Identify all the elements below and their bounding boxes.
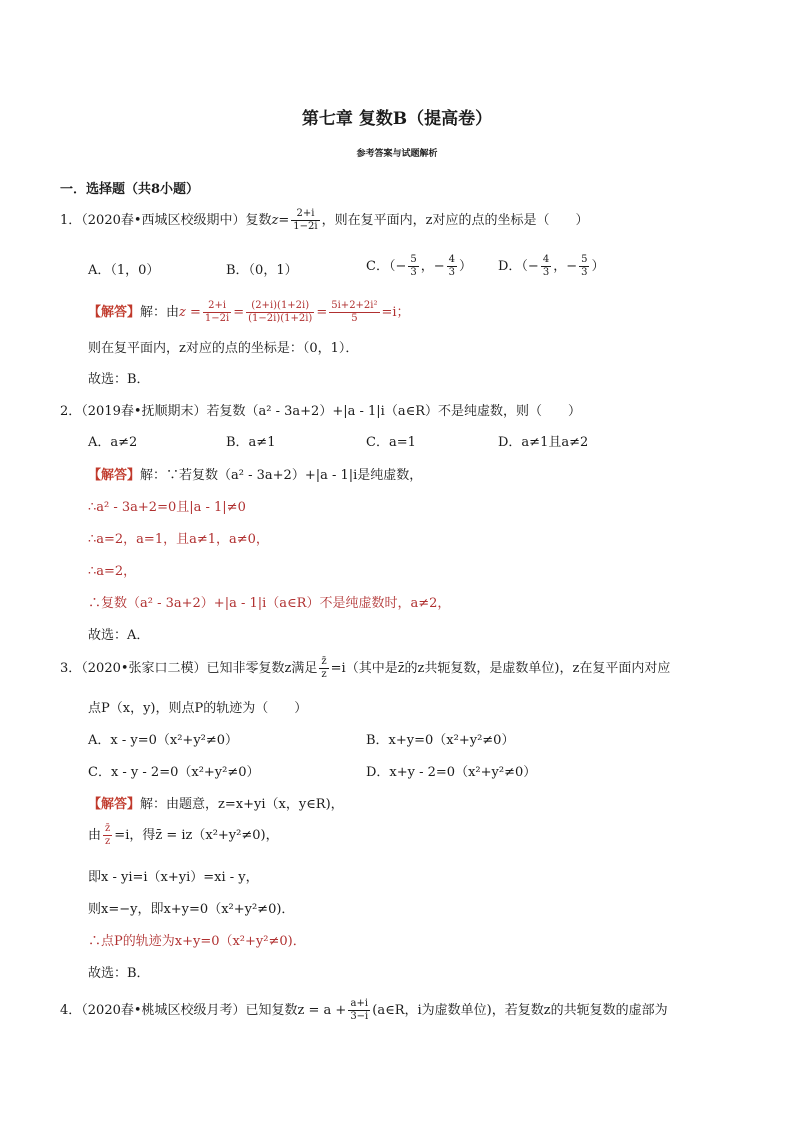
q1-stem-pre: 1．（2020春•西城区校级期中）复数 (60, 213, 272, 228)
q3-answer-line2 (88, 823, 279, 848)
q1-option-c (366, 254, 472, 279)
q1-answer-z: z = (179, 305, 201, 320)
q1-fraction (291, 208, 319, 233)
q1-c-f1d: 3 (410, 267, 417, 278)
q1-frac-den: 1−2i (293, 221, 318, 232)
q1-d-pre: D．（− (498, 259, 539, 274)
q1-eq: = (278, 213, 290, 228)
q1-answer-tag: 【解答】 (88, 305, 141, 320)
q2-choose: 故选：A． (88, 628, 150, 643)
q3-fraction (319, 656, 328, 681)
q1-answer: 【解答】解：由z = $\frac{2+i}{1-2i}$ = $\frac{(2+i)(1+2i)}{(1-2i)(1+2i)}$ = $\frac{\text{5i+2+2i²}}{5}$ =i； (88, 300, 410, 324)
q1-c-post: ） (459, 259, 473, 274)
q4-fraction (348, 998, 370, 1023)
q1-c-frac1 (408, 254, 418, 279)
q2-answer-line4: ∴a=2， (88, 564, 137, 579)
q4-stem-pre: 4．（2020春•桃城区校级月考）已知复数z = a + (60, 1003, 347, 1018)
q1-c-f2d: 3 (448, 267, 455, 278)
q2-answer (88, 464, 422, 483)
q1-stem (60, 208, 588, 233)
q2-option-a: A．a≠2 (88, 435, 138, 450)
q4-stem-post: (a∈R，i为虚数单位)，若复数z的共轭复数的虚部为 (372, 1003, 668, 1018)
q3-choose: 故选：B． (88, 966, 150, 981)
q1-var-z: z (271, 213, 279, 228)
q3-option-d: D．x+y - 2=0（x²+y²≠0） (366, 765, 537, 780)
q3-option-a: A．x - y=0（x²+y²≠0） (88, 733, 239, 748)
q2-answer-line2: ∴a² - 3a+2=0且|a - 1|≠0 (88, 500, 246, 515)
q1-choose: 故选：B． (88, 372, 150, 387)
q1-answer-line2: 则在复平面内，z对应的点的坐标是：（0，1）． (88, 341, 359, 356)
q3-ans2-fd: z (105, 836, 111, 847)
q1-ans-f2n: (2+i)(1+2i) (246, 300, 314, 313)
q3-frac-den: z (321, 669, 327, 680)
q1-d-mid: ，− (553, 259, 578, 274)
q3-ans2-pre: 由 (88, 828, 102, 843)
q2-answer-line1: 解：∵若复数（a² - 3a+2）+|a - 1|i是纯虚数， (140, 468, 423, 483)
q4-frac-den: 3−i (350, 1011, 369, 1022)
q3-answer (88, 793, 344, 812)
q3-ans2-post: =i，得z̄ = iz（x²+y²≠0)， (114, 828, 279, 843)
q1-option-b: B．（0，1） (226, 263, 298, 278)
q1-d-frac2 (579, 254, 589, 279)
q3-stem-pre: 3．（2020•张家口二模）已知非零复数z满足 (60, 661, 318, 676)
q3-ans2-frac (103, 823, 112, 848)
q1-c-frac2 (447, 254, 457, 279)
q2-stem: 2．（2019春•抚顺期末）若复数（a² - 3a+2）+|a - 1|i（a∈R）不是纯虚数，则（ ） (60, 404, 581, 419)
q1-d-post: ） (591, 259, 605, 274)
q1-frac-num: 2+i (291, 208, 319, 221)
q1-answer-post: =i； (381, 305, 410, 320)
page-title: 第七章 复数B（提高卷） (301, 109, 493, 129)
q2-answer-line5: ∴复数（a² - 3a+2）+|a - 1|i（a∈R）不是纯虚数时，a≠2， (88, 596, 451, 611)
q1-answer-pre: 解：由 (140, 305, 180, 320)
q1-d-frac1 (541, 254, 551, 279)
q3-frac-num: z̄ (321, 656, 327, 667)
q3-answer-line4: 则x=−y，即x+y=0（x²+y²≠0)． (88, 902, 295, 917)
q2-answer-line3: ∴a=2，a=1，且a≠1，a≠0， (88, 532, 269, 547)
q4-frac-num: a+i (348, 998, 370, 1011)
q1-d-f2d: 3 (581, 267, 588, 278)
q1-ans-f3n: 5i+2+2i² (331, 300, 378, 311)
q1-stem-post: ，则在复平面内，z对应的点的坐标是（ ） (321, 213, 589, 228)
q1-ans-f1n: 2+i (203, 300, 231, 313)
q3-option-b: B．x+y=0（x²+y²≠0） (366, 733, 515, 748)
q1-c-mid: ，− (420, 259, 445, 274)
page-subtitle: 参考答案与试题解析 (356, 149, 438, 159)
q3-answer-line5: ∴点P的轨迹为x+y=0（x²+y²≠0)． (88, 934, 306, 949)
q2-option-b: B．a≠1 (226, 435, 276, 450)
q1-answer-frac3 (329, 300, 379, 325)
q3-stem (60, 656, 670, 681)
q1-c-pre: C．（− (366, 259, 407, 274)
q1-ans-f1d: 1−2i (204, 313, 230, 324)
q2-option-c: C．a=1 (366, 435, 416, 450)
q2-answer-tag: 【解答】 (88, 468, 141, 483)
q3-stem-post: =i（其中是z̄的z共轭复数，是虚数单位)，z在复平面内对应 (330, 661, 671, 676)
q3-answer-line3: 即x - yi=i（x+yi）=xi - y， (88, 870, 259, 885)
q2-option-d: D．a≠1且a≠2 (498, 435, 589, 450)
section-heading: 一．选择题（共8小题） (60, 182, 200, 197)
q4-stem (60, 998, 668, 1023)
q1-c-f1n: 5 (410, 254, 417, 265)
q3-answer-line1: 解：由题意，z=x+yi（x，y∈R)， (140, 797, 344, 812)
q1-d-f1n: 4 (542, 254, 550, 265)
q1-answer-frac2 (246, 300, 314, 325)
q1-ans-f3d: 5 (351, 313, 358, 324)
q1-d-f1d: 3 (542, 267, 550, 278)
q3-option-c: C．x - y - 2=0（x²+y²≠0） (88, 765, 260, 780)
q1-ans-f2d: (1−2i)(1+2i) (248, 313, 313, 324)
q3-ans2-fn: z̄ (105, 823, 111, 834)
q1-d-f2n: 5 (581, 254, 588, 265)
q1-c-f2n: 4 (448, 254, 455, 265)
q3-answer-tag: 【解答】 (88, 797, 141, 812)
q1-option-a: A．（1，0） (88, 263, 160, 278)
q1-answer-frac1 (203, 300, 231, 325)
q1-option-d (498, 254, 605, 279)
q3-stem-line2: 点P（x，y)，则点P的轨迹为（ ） (88, 701, 308, 716)
